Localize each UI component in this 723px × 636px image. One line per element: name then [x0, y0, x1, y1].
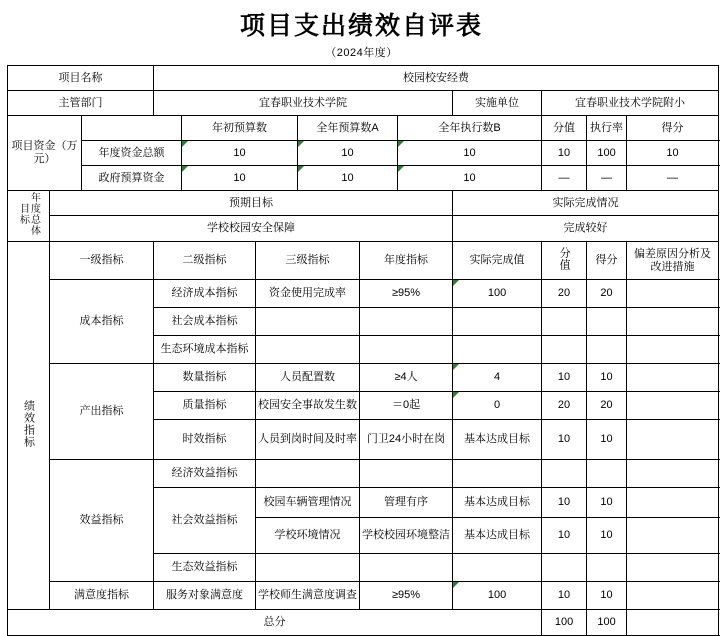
table-row-total	[8, 610, 719, 636]
indicator-score	[587, 308, 627, 336]
indicator-score-value	[542, 336, 587, 364]
header-level1: 一级指标	[50, 242, 154, 280]
performance-indicator-label-text: 绩效指标	[22, 399, 35, 448]
indicator-level3	[256, 308, 360, 336]
gov-budget-label: 政府预算资金	[82, 166, 182, 191]
indicator-score-value	[542, 308, 587, 336]
dept-label: 主管部门	[8, 91, 154, 116]
indicator-annual-target: 门卫24小时在岗	[360, 420, 453, 460]
performance-self-evaluation-page	[0, 6, 723, 629]
comment-marker-icon	[453, 280, 459, 286]
indicator-deviation	[627, 308, 719, 336]
indicator-score: 10	[587, 488, 627, 518]
table-row	[8, 460, 719, 488]
table-row-indicator-header	[8, 242, 719, 280]
indicator-level2: 经济成本指标	[154, 280, 256, 308]
header-level2: 二级指标	[154, 242, 256, 280]
header-level3: 三级指标	[256, 242, 360, 280]
indicator-score: 10	[587, 364, 627, 392]
indicator-level2: 服务对象满意度	[154, 582, 256, 610]
funds-header-full-exec: 全年执行数B	[398, 116, 542, 141]
header-score-value: 分值	[542, 242, 587, 280]
project-name-label: 项目名称	[8, 66, 154, 91]
indicator-score-value: 10	[542, 420, 587, 460]
indicator-level3: 人员配置数	[256, 364, 360, 392]
indicator-score-value: 10	[542, 488, 587, 518]
indicator-score	[587, 554, 627, 582]
funds-label-text: 项目资金（万元）	[11, 140, 78, 165]
funds-header-begin-budget: 年初预算数	[182, 116, 298, 141]
indicator-level3: 学校师生满意度调查	[256, 582, 360, 610]
comment-marker-icon	[453, 364, 459, 370]
comment-marker-icon	[398, 141, 404, 147]
funds-total-label: 年度资金总额	[82, 141, 182, 166]
indicator-score: 10	[587, 420, 627, 460]
indicator-score: 10	[587, 582, 627, 610]
indicator-annual-target: ≥95%	[360, 280, 453, 308]
indicator-level2: 生态环境成本指标	[154, 336, 256, 364]
indicator-score: 10	[587, 518, 627, 554]
dept-value: 宜春职业技术学院	[154, 91, 453, 116]
total-label: 总分	[8, 610, 542, 636]
indicator-level2: 经济效益指标	[154, 460, 256, 488]
table-row-funds-header	[8, 116, 719, 141]
indicator-annual-target	[360, 460, 453, 488]
indicator-actual: 0	[453, 392, 542, 420]
indicator-score: 20	[587, 280, 627, 308]
indicator-level3: 校园安全事故发生数	[256, 392, 360, 420]
indicator-actual: 基本达成目标	[453, 420, 542, 460]
indicator-level3	[256, 460, 360, 488]
funds-total-begin-budget: 10	[182, 141, 298, 166]
table-row	[8, 280, 719, 308]
funds-header-score: 得分	[627, 116, 719, 141]
table-row	[8, 582, 719, 610]
indicator-deviation	[627, 392, 719, 420]
indicator-deviation	[627, 364, 719, 392]
indicator-annual-target: 学校校园环境整洁	[360, 518, 453, 554]
indicator-level3: 资金使用完成率	[256, 280, 360, 308]
actual-result-value: 完成较好	[453, 216, 719, 242]
indicator-level2: 生态效益指标	[154, 554, 256, 582]
impl-unit-label: 实施单位	[453, 91, 542, 116]
indicator-level1: 产出指标	[50, 364, 154, 460]
indicator-deviation	[627, 420, 719, 460]
indicator-score-value	[542, 460, 587, 488]
indicator-level2: 社会成本指标	[154, 308, 256, 336]
indicator-annual-target: 管理有序	[360, 488, 453, 518]
indicator-actual: 4	[453, 364, 542, 392]
indicator-level1: 成本指标	[50, 280, 154, 364]
evaluation-table	[7, 65, 719, 636]
indicator-score: 20	[587, 392, 627, 420]
indicator-deviation	[627, 518, 719, 554]
comment-marker-icon	[298, 166, 304, 172]
table-row-funds-total	[8, 141, 719, 166]
funds-total-exec-rate: 100	[587, 141, 627, 166]
total-score: 100	[587, 610, 627, 636]
table-row-project-name	[8, 66, 719, 91]
comment-marker-icon	[182, 166, 188, 172]
indicator-score	[587, 336, 627, 364]
indicator-actual: 基本达成目标	[453, 488, 542, 518]
expected-target-value: 学校校园安全保障	[50, 216, 453, 242]
indicator-actual	[453, 460, 542, 488]
performance-indicator-label	[8, 242, 50, 610]
indicator-annual-target	[360, 336, 453, 364]
funds-header-full-budget: 全年预算数A	[298, 116, 398, 141]
funds-label	[8, 116, 82, 191]
indicator-actual: 100	[453, 582, 542, 610]
project-name-value: 校园校安经费	[154, 66, 719, 91]
indicator-annual-target	[360, 308, 453, 336]
table-row-gov-budget	[8, 166, 719, 191]
indicator-deviation	[627, 488, 719, 518]
indicator-deviation	[627, 460, 719, 488]
funds-total-score-value: 10	[542, 141, 587, 166]
actual-result-label: 实际完成情况	[453, 191, 719, 216]
indicator-level3: 校园车辆管理情况	[256, 488, 360, 518]
indicator-score-value: 20	[542, 280, 587, 308]
indicator-score-value	[542, 554, 587, 582]
indicator-score-value: 10	[542, 582, 587, 610]
page-title: 项目支出绩效自评表	[239, 13, 483, 40]
indicator-level1: 满意度指标	[50, 582, 154, 610]
indicator-level3	[256, 554, 360, 582]
table-row-department	[8, 91, 719, 116]
comment-marker-icon	[453, 582, 459, 588]
total-score-value: 100	[542, 610, 587, 636]
indicator-deviation	[627, 280, 719, 308]
comment-marker-icon	[298, 141, 304, 147]
header-actual: 实际完成值	[453, 242, 542, 280]
funds-header-blank	[82, 116, 182, 141]
funds-header-exec-rate: 执行率	[587, 116, 627, 141]
funds-total-full-budget: 10	[298, 141, 398, 166]
indicator-annual-target: ≥95%	[360, 582, 453, 610]
indicator-actual: 基本达成目标	[453, 518, 542, 554]
total-deviation	[627, 610, 719, 636]
funds-total-full-exec: 10	[398, 141, 542, 166]
indicator-annual-target: ≥4人	[360, 364, 453, 392]
gov-budget-exec-rate: —	[587, 166, 627, 191]
indicator-level3: 人员到岗时间及时率	[256, 420, 360, 460]
indicator-deviation	[627, 554, 719, 582]
page-subtitle: （2024年度）	[325, 47, 398, 59]
indicator-actual	[453, 308, 542, 336]
gov-budget-begin-budget: 10	[182, 166, 298, 191]
indicator-score-value: 10	[542, 364, 587, 392]
overall-target-label-text: 年度总体目标	[17, 192, 40, 237]
gov-budget-full-exec: 10	[398, 166, 542, 191]
funds-total-score: 10	[627, 141, 719, 166]
gov-budget-full-budget: 10	[298, 166, 398, 191]
comment-marker-icon	[398, 166, 404, 172]
header-deviation: 偏差原因分析及改进措施	[627, 242, 719, 280]
indicator-actual: 100	[453, 280, 542, 308]
expected-target-label: 预期目标	[50, 191, 453, 216]
indicator-level3: 学校环境情况	[256, 518, 360, 554]
table-row	[8, 364, 719, 392]
indicator-level1: 效益指标	[50, 460, 154, 582]
indicator-deviation	[627, 582, 719, 610]
gov-budget-score-value: —	[542, 166, 587, 191]
comment-marker-icon	[182, 141, 188, 147]
table-row-overall-value	[8, 216, 719, 242]
gov-budget-score: —	[627, 166, 719, 191]
impl-unit-value: 宜春职业技术学院附小	[542, 91, 719, 116]
indicator-actual	[453, 554, 542, 582]
overall-target-label	[8, 191, 50, 242]
table-row-overall-header	[8, 191, 719, 216]
indicator-level2: 社会效益指标	[154, 488, 256, 554]
funds-header-score-value: 分值	[542, 116, 587, 141]
indicator-annual-target	[360, 554, 453, 582]
indicator-score-value: 10	[542, 518, 587, 554]
header-annual-target: 年度指标	[360, 242, 453, 280]
indicator-level2: 数量指标	[154, 364, 256, 392]
indicator-score	[587, 460, 627, 488]
indicator-level3	[256, 336, 360, 364]
indicator-score-value: 20	[542, 392, 587, 420]
indicator-annual-target: ＝0起	[360, 392, 453, 420]
indicator-actual	[453, 336, 542, 364]
indicator-deviation	[627, 336, 719, 364]
comment-marker-icon	[453, 392, 459, 398]
indicator-level2: 时效指标	[154, 420, 256, 460]
indicator-level2: 质量指标	[154, 392, 256, 420]
header-score: 得分	[587, 242, 627, 280]
